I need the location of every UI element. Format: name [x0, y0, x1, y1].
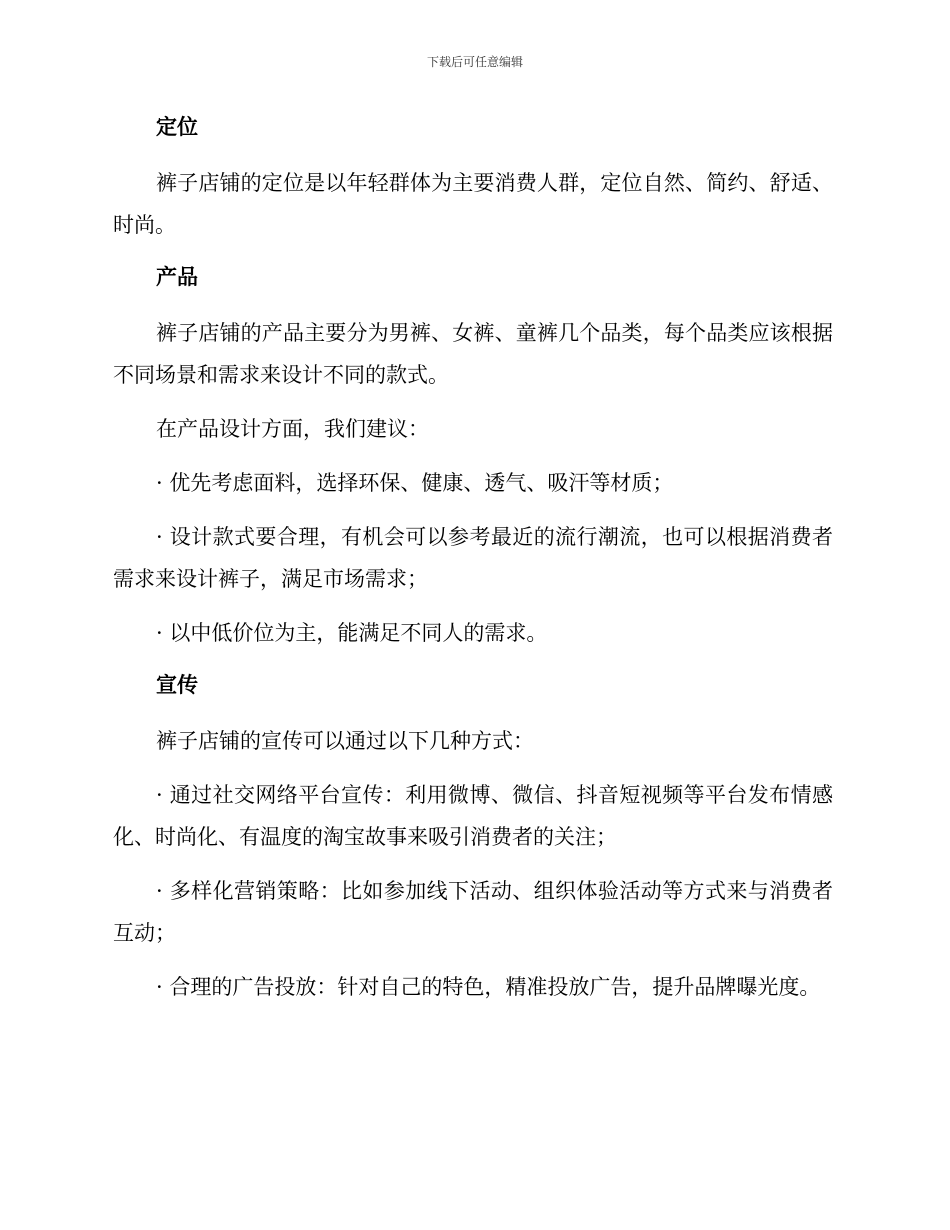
bullet-item: · 多样化营销策略：比如参加线下活动、组织体验活动等方式来与消费者互动； — [113, 879, 833, 945]
section-positioning — [113, 108, 833, 246]
bullet-item: · 优先考虑面料，选择环保、健康、透气、吸汗等材质； — [156, 471, 674, 495]
bullet-item: · 以中低价位为主，能满足不同人的需求。 — [156, 621, 548, 645]
bullet-item: · 合理的广告投放：针对自己的特色，精准投放广告，提升品牌曝光度。 — [156, 975, 821, 999]
document-body — [113, 108, 833, 1020]
bullet-item: · 通过社交网络平台宣传：利用微博、微信、抖音短视频等平台发布情感化、时尚化、有温度的淘宝故事来吸引消费者的关注； — [113, 783, 833, 849]
section-promotion — [113, 666, 833, 1008]
paragraph: 裤子店铺的宣传可以通过以下几种方式： — [156, 729, 534, 753]
header-note: 下载后可任意编辑 — [426, 55, 523, 69]
paragraph: 裤子店铺的产品主要分为男裤、女裤、童裤几个品类，每个品类应该根据不同场景和需求来设计不同的款式。 — [113, 321, 833, 387]
section-heading-product: 产品 — [156, 265, 198, 289]
bullet-item: · 设计款式要合理，有机会可以参考最近的流行潮流，也可以根据消费者需求来设计裤子，满足市场需求； — [113, 525, 833, 591]
paragraph: 在产品设计方面，我们建议： — [156, 417, 429, 441]
section-heading-promotion: 宣传 — [156, 673, 198, 697]
paragraph: 裤子店铺的定位是以年轻群体为主要消费人群，定位自然、简约、舒适、时尚。 — [113, 171, 833, 237]
section-product — [113, 258, 833, 654]
section-heading-positioning: 定位 — [156, 115, 198, 139]
